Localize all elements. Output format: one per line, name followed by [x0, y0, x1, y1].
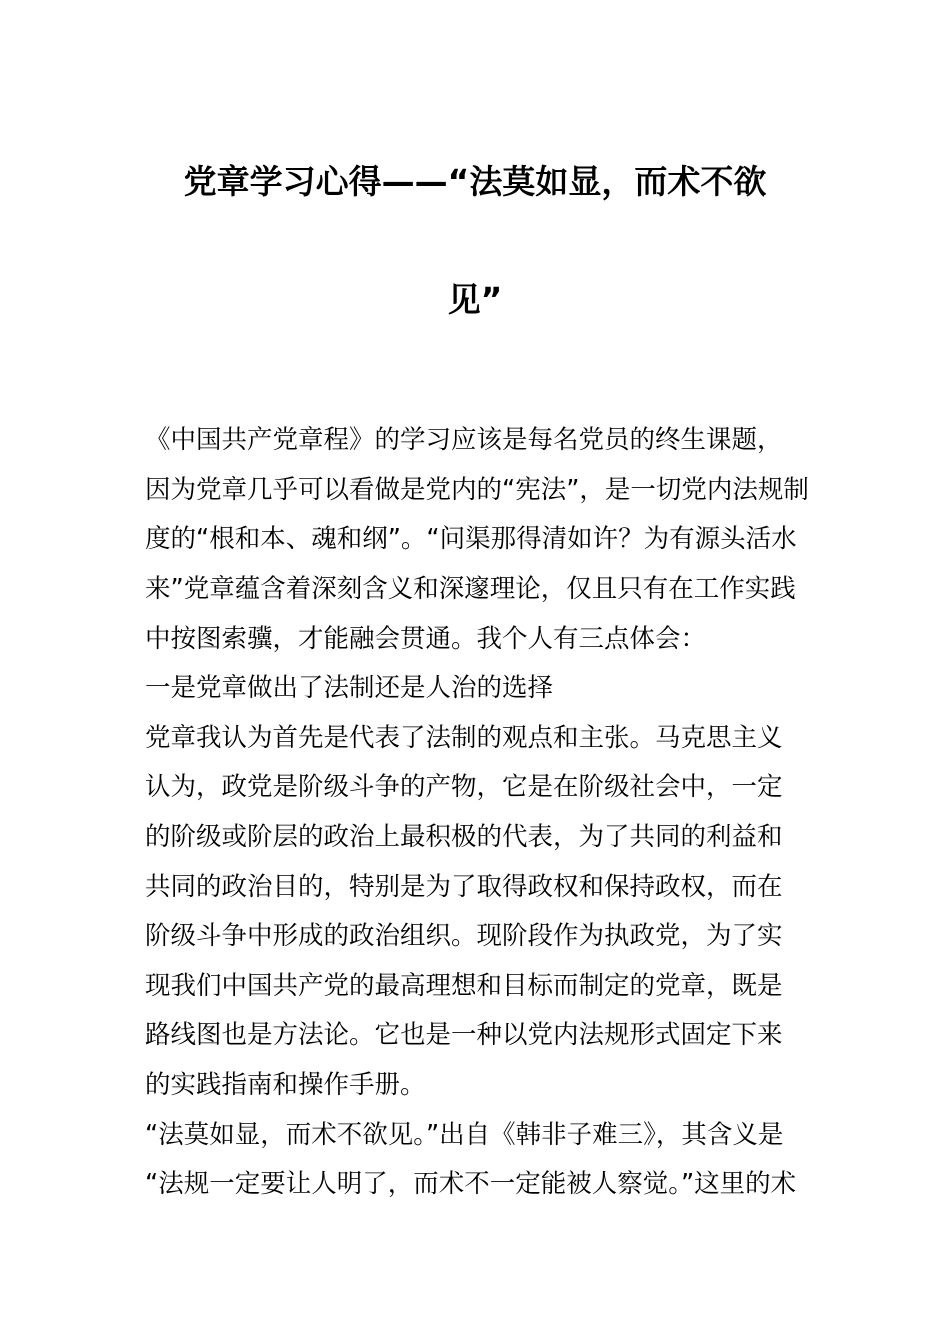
body-line-2: 因为党章几乎可以看做是党内的“宪法”，是一切党内法规制: [145, 475, 809, 505]
section-heading-1: 一是党章做出了法制还是人治的选择: [145, 673, 554, 703]
body-line-15: “法莫如显，而术不欲见。”出自《韩非子难三》，其含义是: [145, 1120, 784, 1150]
body-line-12: 现我们中国共产党的最高理想和目标而制定的党章，既是: [145, 971, 783, 1001]
body-line-4: 来”党章蕴含着深刻含义和深邃理论，仅且只有在工作实践: [145, 574, 796, 604]
body-line-9: 的阶级或阶层的政治上最积极的代表，为了共同的利益和: [145, 822, 783, 852]
body-line-8: 认为，政党是阶级斗争的产物，它是在阶级社会中，一定: [145, 772, 783, 802]
body-line-13: 路线图也是方法论。它也是一种以党内法规形式固定下来: [145, 1020, 783, 1050]
body-line-3: 度的“根和本、魂和纲”。“问渠那得清如许？为有源头活水: [145, 524, 797, 554]
body-line-10: 共同的政治目的，特别是为了取得政权和保持政权，而在: [145, 872, 783, 902]
body-line-11: 阶级斗争中形成的政治组织。现阶段作为执政党，为了实: [145, 921, 783, 951]
body-line-16: “法规一定要让人明了，而术不一定能被人察觉。”这里的术: [145, 1169, 797, 1199]
document-title-line-2: 见”: [447, 280, 503, 319]
body-line-7: 党章我认为首先是代表了法制的观点和主张。马克思主义: [145, 723, 783, 753]
body-line-14: 的实践指南和操作手册。: [145, 1070, 426, 1100]
body-line-1: 《中国共产党章程》的学习应该是每名党员的终生课题，: [145, 425, 783, 455]
body-line-5: 中按图索骥，才能融会贯通。我个人有三点体会：: [145, 624, 707, 654]
document-title-line-1: 党章学习心得——“法莫如显，而术不欲: [183, 162, 767, 201]
